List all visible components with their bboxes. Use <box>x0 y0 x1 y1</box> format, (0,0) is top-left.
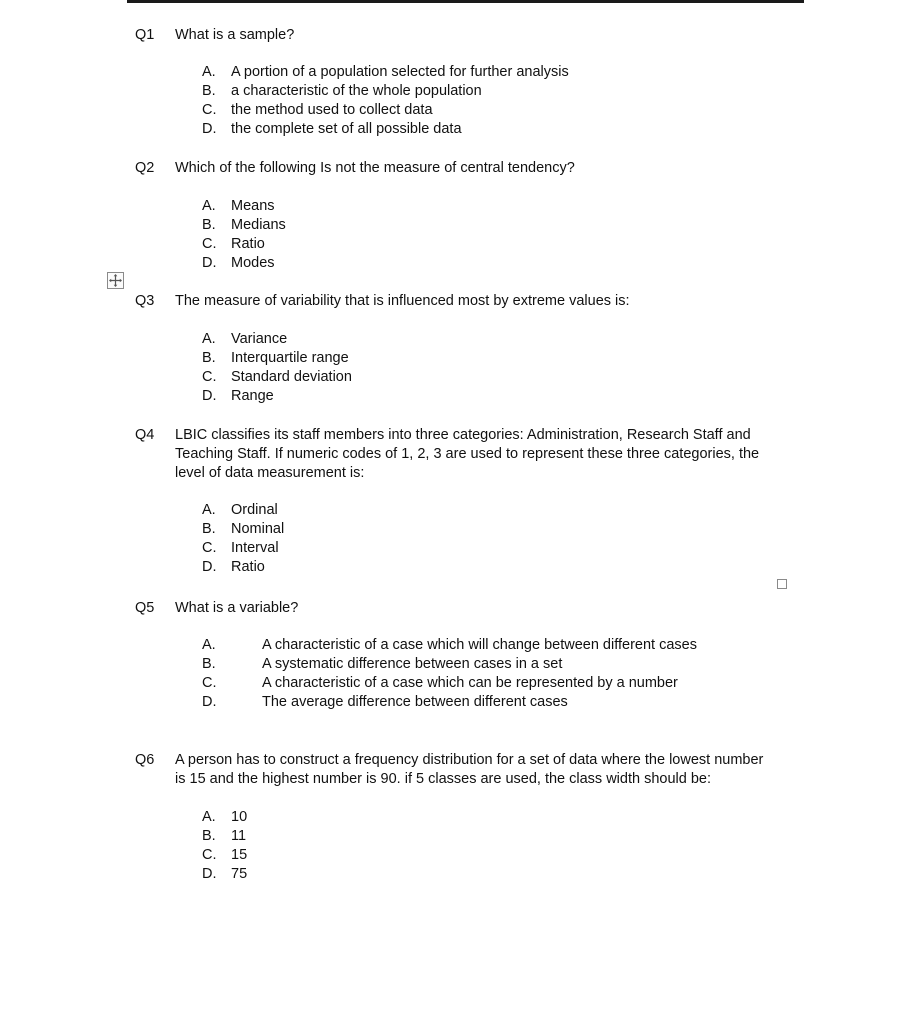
option-text: Nominal <box>231 521 285 537</box>
option-text: the complete set of all possible data <box>231 121 462 137</box>
question-number: Q5 <box>135 600 155 616</box>
question-number: Q6 <box>135 752 155 768</box>
option-text: Means <box>231 198 275 214</box>
question-text: The measure of variability that is influenced most by extreme values is: <box>175 293 630 309</box>
option-list <box>202 808 247 884</box>
option-item <box>202 254 286 273</box>
option-text: 75 <box>231 866 248 882</box>
page-top-border <box>127 0 804 3</box>
option-list <box>202 63 569 139</box>
option-item <box>202 865 247 884</box>
option-letter: B. <box>202 217 216 233</box>
option-text: The average difference between different cases <box>262 694 568 710</box>
option-letter: C. <box>202 675 217 691</box>
table-move-handle-icon[interactable] <box>107 272 124 289</box>
option-item <box>202 82 569 101</box>
option-letter: C. <box>202 847 217 863</box>
question-text: What is a sample? <box>175 27 295 43</box>
option-text: Interval <box>231 540 279 556</box>
question-text: LBIC classifies its staff members into three categories: Administration, Research Staff and Teaching Staff. If numeric codes of 1, 2, 3 are used to represent these three categories, the level of data measurement is: <box>175 427 760 481</box>
option-item <box>202 636 697 655</box>
option-letter: A. <box>202 198 216 214</box>
table-resize-handle-icon[interactable] <box>777 579 787 589</box>
option-item <box>202 368 352 387</box>
option-letter: C. <box>202 102 217 118</box>
option-text: 15 <box>231 847 248 863</box>
option-item <box>202 235 286 254</box>
option-text: A systematic difference between cases in a set <box>262 656 563 672</box>
option-item <box>202 655 697 674</box>
option-letter: A. <box>202 502 216 518</box>
option-letter: D. <box>202 694 217 710</box>
option-letter: B. <box>202 656 216 672</box>
option-letter: B. <box>202 521 216 537</box>
option-letter: C. <box>202 236 217 252</box>
option-text: Standard deviation <box>231 369 352 385</box>
option-text: A characteristic of a case which will change between different cases <box>262 637 697 653</box>
option-text: 11 <box>231 828 247 844</box>
question-text: What is a variable? <box>175 600 299 616</box>
option-item <box>202 349 352 368</box>
option-item <box>202 387 352 406</box>
option-text: Ratio <box>231 559 265 575</box>
question-number: Q3 <box>135 293 155 309</box>
option-item <box>202 63 569 82</box>
option-text: Range <box>231 388 274 404</box>
question-text: Which of the following Is not the measure of central tendency? <box>175 160 575 176</box>
option-letter: B. <box>202 83 216 99</box>
question-number: Q2 <box>135 160 155 176</box>
option-item <box>202 674 697 693</box>
option-letter: D. <box>202 255 217 271</box>
option-item <box>202 846 247 865</box>
option-text: Variance <box>231 331 288 347</box>
option-letter: C. <box>202 369 217 385</box>
option-item <box>202 120 569 139</box>
option-letter: B. <box>202 350 216 366</box>
option-text: Medians <box>231 217 286 233</box>
option-list <box>202 501 284 577</box>
option-text: the method used to collect data <box>231 102 433 118</box>
option-item <box>202 539 284 558</box>
option-letter: A. <box>202 809 216 825</box>
question-text: A person has to construct a frequency distribution for a set of data where the lowest number is 15 and the highest number is 90. if 5 classes are used, the class width should be: <box>175 752 764 787</box>
option-item <box>202 558 284 577</box>
option-list <box>202 330 352 406</box>
option-item <box>202 197 286 216</box>
option-letter: C. <box>202 540 217 556</box>
option-item <box>202 216 286 235</box>
option-item <box>202 693 697 712</box>
option-letter: D. <box>202 388 217 404</box>
option-text: A portion of a population selected for further analysis <box>231 64 569 80</box>
option-item <box>202 520 284 539</box>
option-letter: A. <box>202 637 216 653</box>
option-letter: A. <box>202 64 216 80</box>
option-text: A characteristic of a case which can be represented by a number <box>262 675 678 691</box>
option-text: a characteristic of the whole population <box>231 83 482 99</box>
question-number: Q4 <box>135 427 155 443</box>
option-text: Interquartile range <box>231 350 349 366</box>
option-text: 10 <box>231 809 248 825</box>
option-item <box>202 827 247 846</box>
question-number: Q1 <box>135 27 155 43</box>
option-item <box>202 501 284 520</box>
option-text: Modes <box>231 255 275 271</box>
option-letter: D. <box>202 559 217 575</box>
option-item <box>202 330 352 349</box>
option-letter: D. <box>202 866 217 882</box>
option-letter: D. <box>202 121 217 137</box>
option-item <box>202 808 247 827</box>
option-list <box>202 197 286 273</box>
option-list <box>202 636 697 712</box>
option-text: Ratio <box>231 236 265 252</box>
option-letter: A. <box>202 331 216 347</box>
option-letter: B. <box>202 828 216 844</box>
option-item <box>202 101 569 120</box>
option-text: Ordinal <box>231 502 278 518</box>
